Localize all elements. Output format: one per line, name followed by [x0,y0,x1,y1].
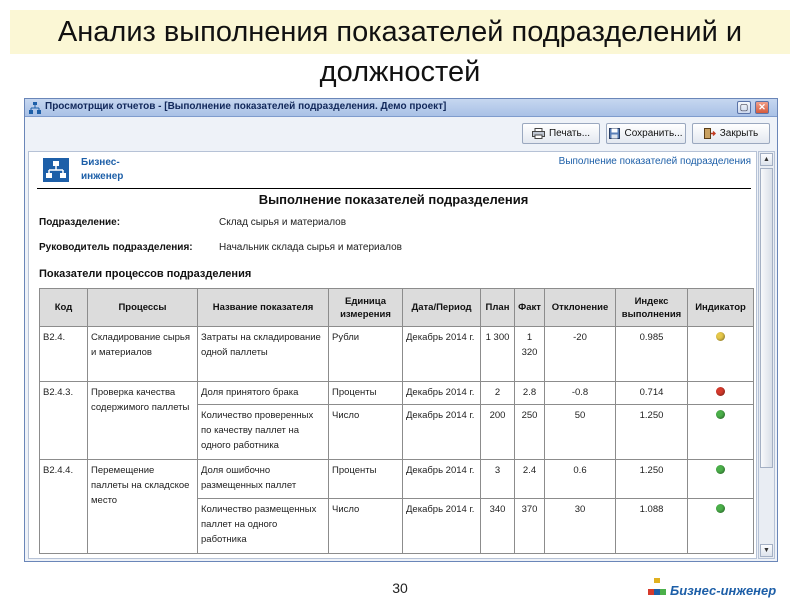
column-header: Индикатор [688,289,754,327]
close-door-icon [704,128,716,139]
table-row[interactable] [40,382,754,405]
period-cell: Декабрь 2014 г. [403,382,481,405]
header-divider [37,188,751,189]
division-label: Подразделение: [39,217,121,228]
column-header: Индекс выполнения [616,289,688,327]
column-header: Код [40,289,88,327]
column-header: Отклонение [545,289,616,327]
page-number: 30 [392,580,408,596]
window-titlebar[interactable] [25,99,777,117]
scrollbar-thumb[interactable] [760,168,773,468]
scroll-up-arrow-icon[interactable]: ▲ [760,153,773,166]
period-cell: Декабрь 2014 г. [403,499,481,554]
status-light-icon [716,465,725,474]
column-header: Название показателя [198,289,329,327]
close-label: Закрыть [719,128,759,139]
manager-value: Начальник склада сырья и материалов [219,242,402,253]
logo-text: Бизнес-инженер [81,157,124,182]
report-title: Выполнение показателей подразделения [258,192,529,207]
plan-cell: 1 300 [481,327,515,382]
printer-icon [532,128,545,139]
unit-cell: Число [329,499,403,554]
process-cell: Складирование сырья и материалов [88,327,198,382]
column-header: Факт [515,289,545,327]
index-cell: 1.088 [616,499,688,554]
index-cell: 1.250 [616,405,688,460]
fact-cell: 2.4 [515,460,545,499]
process-cell: Проверка качества содержимого паллеты [88,382,198,460]
index-cell: 0.985 [616,327,688,382]
column-header: Единица измерения [329,289,403,327]
indicator-status-cell [688,327,754,382]
maximize-button[interactable]: ▢ [737,101,751,114]
unit-cell: Проценты [329,460,403,499]
business-engineer-logo-icon [43,158,69,182]
report-viewer-window [24,98,778,562]
fact-cell: 370 [515,499,545,554]
period-cell: Декабрь 2014 г. [403,460,481,499]
indicator-name-cell: Доля принятого брака [198,382,329,405]
process-cell: Перемещение паллеты на складское место [88,460,198,554]
indicator-name-cell: Затраты на складирование одной паллеты [198,327,329,382]
indicator-name-cell: Количество размещенных паллет на одного работника [198,499,329,554]
close-report-button[interactable] [692,123,770,144]
column-header: План [481,289,515,327]
fact-cell: 2.8 [515,382,545,405]
deviation-cell: 30 [545,499,616,554]
plan-cell: 3 [481,460,515,499]
report-document[interactable] [28,151,757,559]
deviation-cell: 0.6 [545,460,616,499]
status-light-icon [716,410,725,419]
vertical-scrollbar[interactable] [758,151,775,559]
table-row[interactable] [40,460,754,499]
save-button[interactable] [606,123,686,144]
kpi-table [39,288,754,554]
unit-cell: Число [329,405,403,460]
code-cell: B2.4.3. [40,382,88,460]
footer-brand: Бизнес-инженер [670,583,777,598]
window-title: Просмотрщик отчетов - [Выполнение показателей подразделения. Демо проект] [45,101,447,112]
slide-title: Анализ выполнения показателей подразделений и должностей [57,16,743,88]
plan-cell: 200 [481,405,515,460]
footer-logo-icon [648,578,666,596]
indicator-status-cell [688,499,754,554]
status-light-icon [716,332,725,341]
indicator-status-cell [688,382,754,405]
report-header-title: Выполнение показателей подразделения [558,156,751,167]
table-row[interactable] [40,327,754,382]
deviation-cell: -20 [545,327,616,382]
period-cell: Декабрь 2014 г. [403,327,481,382]
division-value: Склад сырья и материалов [219,217,347,228]
indicator-status-cell [688,405,754,460]
save-label: Сохранить... [624,128,683,139]
deviation-cell: 50 [545,405,616,460]
app-icon [29,102,41,114]
index-cell: 0.714 [616,382,688,405]
fact-cell: 1 320 [515,327,545,382]
code-cell: B2.4.4. [40,460,88,554]
print-button[interactable] [522,123,600,144]
status-light-icon [716,504,725,513]
code-cell: B2.4. [40,327,88,382]
column-header: Процессы [88,289,198,327]
toolbar [25,118,777,150]
column-header: Дата/Период [403,289,481,327]
scroll-down-arrow-icon[interactable]: ▼ [760,544,773,557]
manager-label: Руководитель подразделения: [39,242,193,253]
unit-cell: Рубли [329,327,403,382]
table-header-row [40,289,754,327]
indicator-name-cell: Доля ошибочно размещенных паллет [198,460,329,499]
section-title: Показатели процессов подразделения [39,268,252,280]
plan-cell: 2 [481,382,515,405]
plan-cell: 340 [481,499,515,554]
status-light-icon [716,387,725,396]
fact-cell: 250 [515,405,545,460]
index-cell: 1.250 [616,460,688,499]
print-label: Печать... [548,128,591,139]
floppy-disk-icon [609,128,620,139]
indicator-name-cell: Количество проверенных по качеству паллет на одного работника [198,405,329,460]
window-close-button[interactable]: ✕ [755,101,769,114]
deviation-cell: -0.8 [545,382,616,405]
period-cell: Декабрь 2014 г. [403,405,481,460]
indicator-status-cell [688,460,754,499]
unit-cell: Проценты [329,382,403,405]
